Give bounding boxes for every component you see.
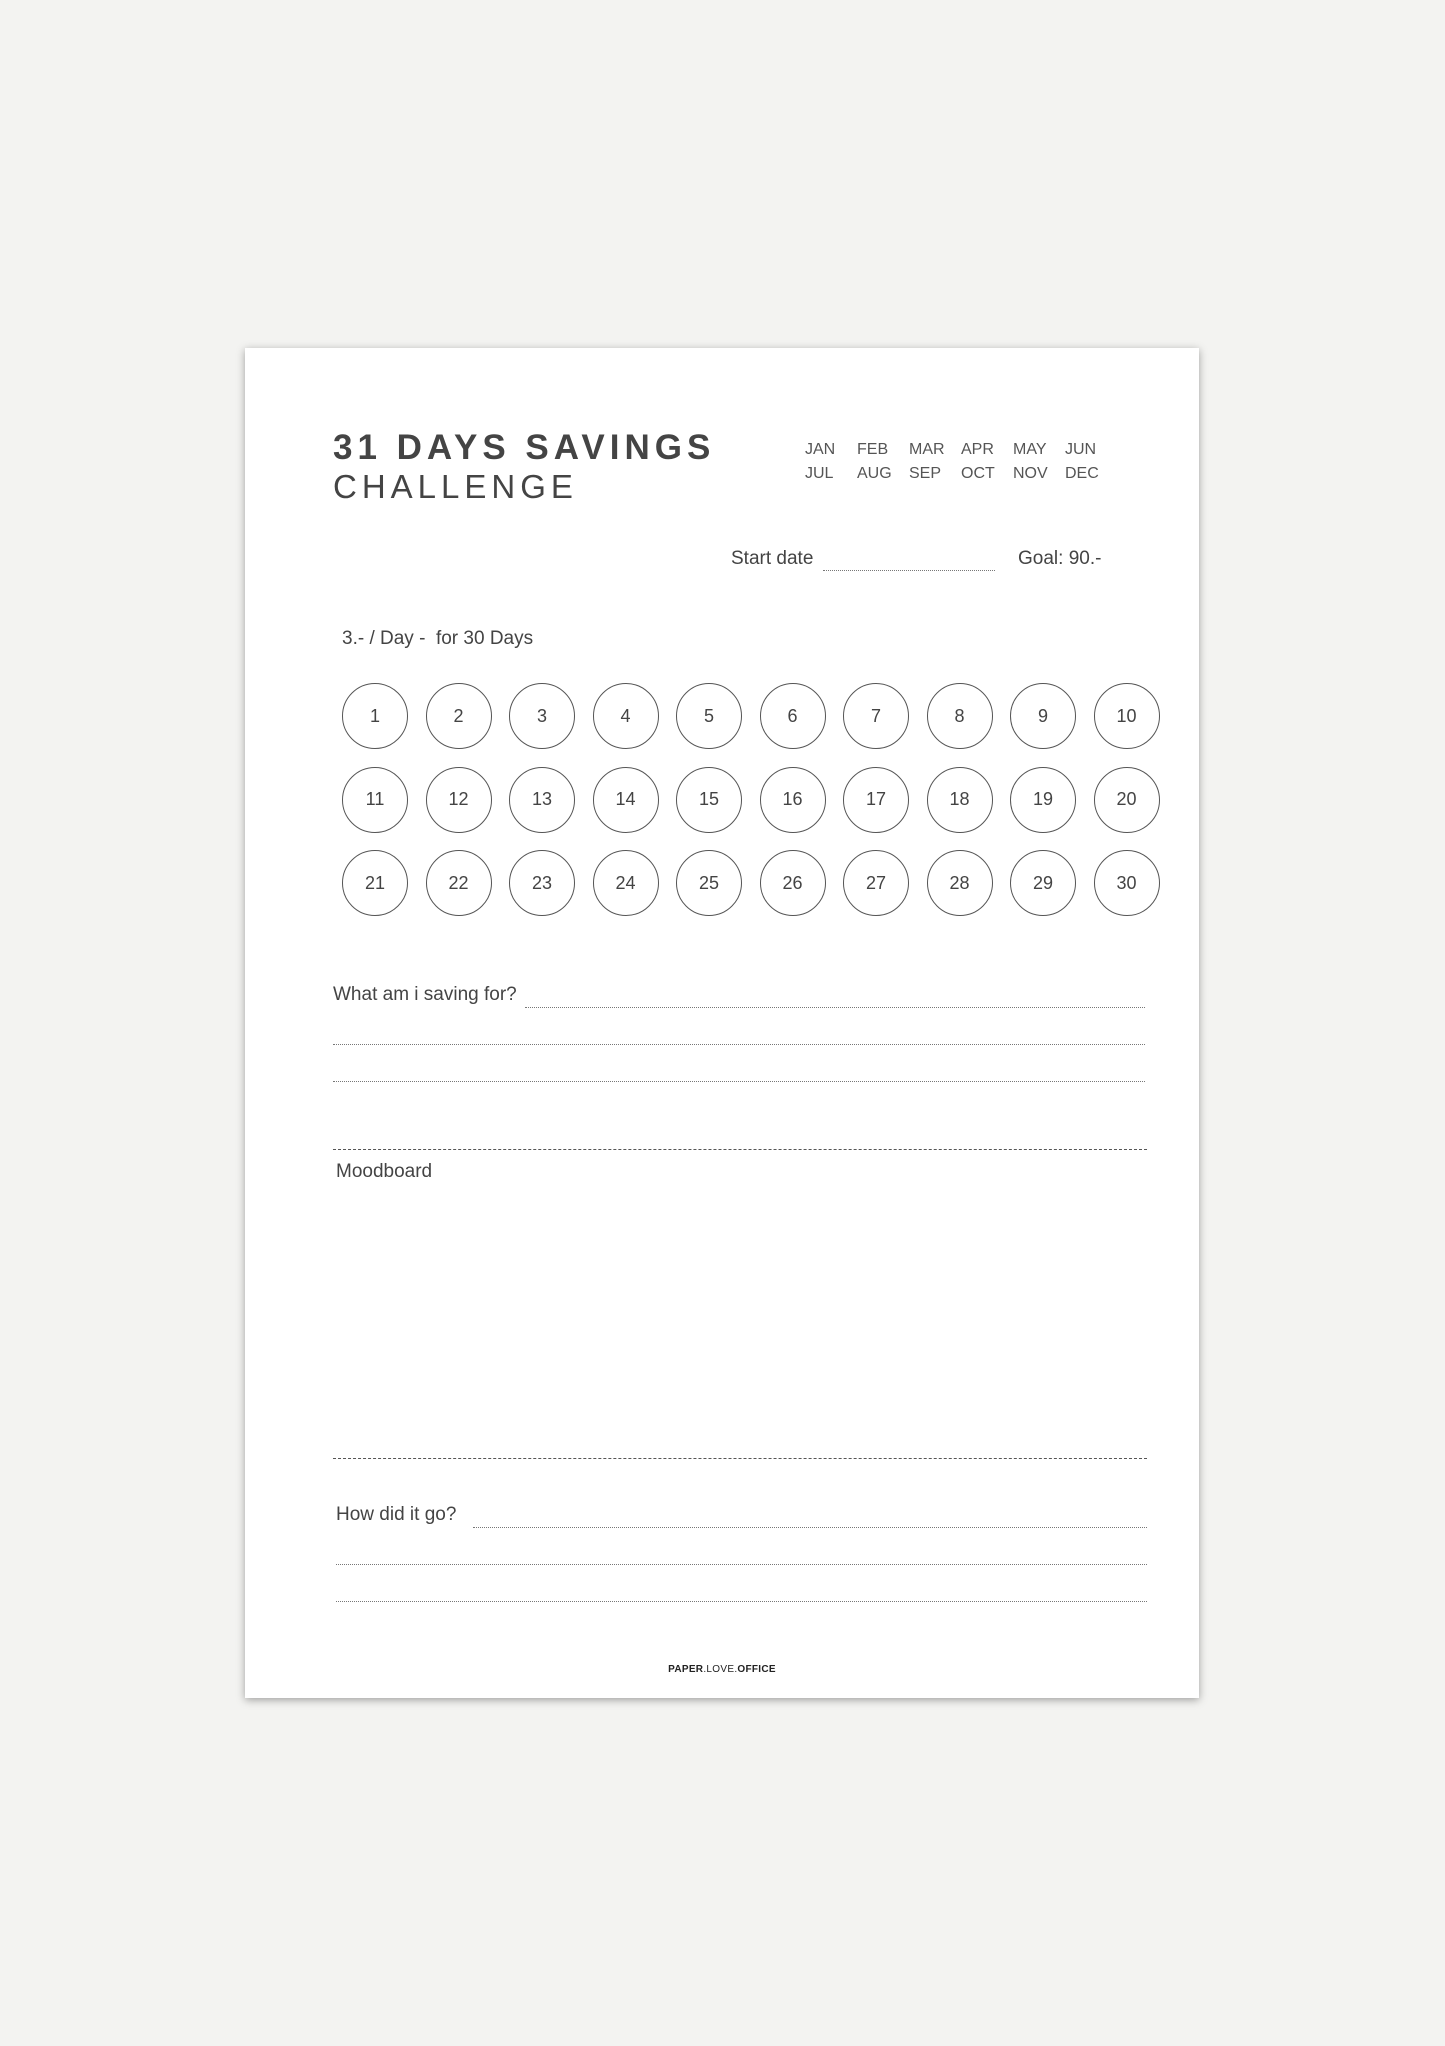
- how-did-it-go-label: How did it go?: [336, 1504, 457, 1525]
- day-circle-20[interactable]: 20: [1094, 767, 1160, 833]
- day-circle-2[interactable]: 2: [426, 683, 492, 749]
- month-apr[interactable]: APR: [961, 441, 994, 458]
- day-circle-9[interactable]: 9: [1010, 683, 1076, 749]
- day-circle-7[interactable]: 7: [843, 683, 909, 749]
- month-selector: [805, 441, 1117, 483]
- moodboard-area[interactable]: [333, 1193, 1147, 1453]
- day-circle-27[interactable]: 27: [843, 850, 909, 916]
- day-circle-3[interactable]: 3: [509, 683, 575, 749]
- month-jan[interactable]: JAN: [805, 441, 836, 458]
- goal-label: Goal: 90.-: [1018, 548, 1102, 569]
- day-circle-4[interactable]: 4: [593, 683, 659, 749]
- month-sep[interactable]: SEP: [909, 465, 942, 482]
- day-circle-18[interactable]: 18: [927, 767, 993, 833]
- brand-separator-1: .: [703, 1664, 707, 1675]
- month-oct[interactable]: OCT: [961, 465, 995, 482]
- day-circle-29[interactable]: 29: [1010, 850, 1076, 916]
- day-circle-6[interactable]: 6: [760, 683, 826, 749]
- day-circle-25[interactable]: 25: [676, 850, 742, 916]
- day-circle-26[interactable]: 26: [760, 850, 826, 916]
- day-circle-11[interactable]: 11: [342, 767, 408, 833]
- moodboard-top-divider: [333, 1149, 1147, 1150]
- day-circle-16[interactable]: 16: [760, 767, 826, 833]
- start-date-label: Start date: [731, 548, 814, 569]
- day-circle-22[interactable]: 22: [426, 850, 492, 916]
- moodboard-bottom-divider: [333, 1458, 1147, 1459]
- how-did-it-go-line-2[interactable]: [336, 1564, 1147, 1565]
- day-circle-19[interactable]: 19: [1010, 767, 1076, 833]
- start-date-field[interactable]: [823, 570, 995, 571]
- brand-part-1: PAPER: [668, 1664, 704, 1675]
- day-circle-15[interactable]: 15: [676, 767, 742, 833]
- daily-rate-label: 3.- / Day - for 30 Days: [342, 628, 534, 649]
- day-circle-23[interactable]: 23: [509, 850, 575, 916]
- month-jul[interactable]: JUL: [805, 465, 834, 482]
- brand-footer: [245, 1664, 1199, 1675]
- moodboard-label: Moodboard: [336, 1161, 433, 1182]
- day-circle-8[interactable]: 8: [927, 683, 993, 749]
- day-circle-28[interactable]: 28: [927, 850, 993, 916]
- day-circle-17[interactable]: 17: [843, 767, 909, 833]
- day-circle-12[interactable]: 12: [426, 767, 492, 833]
- day-circle-30[interactable]: 30: [1094, 850, 1160, 916]
- how-did-it-go-line-1[interactable]: [473, 1527, 1147, 1528]
- title-line-1: 31 DAYS SAVINGS: [333, 428, 716, 467]
- saving-for-line-3[interactable]: [333, 1081, 1145, 1082]
- day-circle-14[interactable]: 14: [593, 767, 659, 833]
- month-nov[interactable]: NOV: [1013, 465, 1048, 482]
- day-circle-21[interactable]: 21: [342, 850, 408, 916]
- month-may[interactable]: MAY: [1013, 441, 1047, 458]
- brand-part-2: LOVE: [706, 1664, 735, 1675]
- day-circle-10[interactable]: 10: [1094, 683, 1160, 749]
- brand-separator-2: .: [734, 1664, 738, 1675]
- month-aug[interactable]: AUG: [857, 465, 892, 482]
- brand-part-3: OFFICE: [737, 1664, 776, 1675]
- day-circle-5[interactable]: 5: [676, 683, 742, 749]
- how-did-it-go-line-3[interactable]: [336, 1601, 1147, 1602]
- month-dec[interactable]: DEC: [1065, 465, 1099, 482]
- title-line-2: CHALLENGE: [333, 468, 578, 505]
- saving-for-line-1[interactable]: [525, 1007, 1145, 1008]
- month-jun[interactable]: JUN: [1065, 441, 1097, 458]
- worksheet-page: [245, 348, 1199, 1698]
- saving-for-label: What am i saving for?: [333, 984, 517, 1005]
- day-circle-24[interactable]: 24: [593, 850, 659, 916]
- month-mar[interactable]: MAR: [909, 441, 945, 458]
- day-circle-13[interactable]: 13: [509, 767, 575, 833]
- month-feb[interactable]: FEB: [857, 441, 889, 458]
- day-circle-1[interactable]: 1: [342, 683, 408, 749]
- saving-for-line-2[interactable]: [333, 1044, 1145, 1045]
